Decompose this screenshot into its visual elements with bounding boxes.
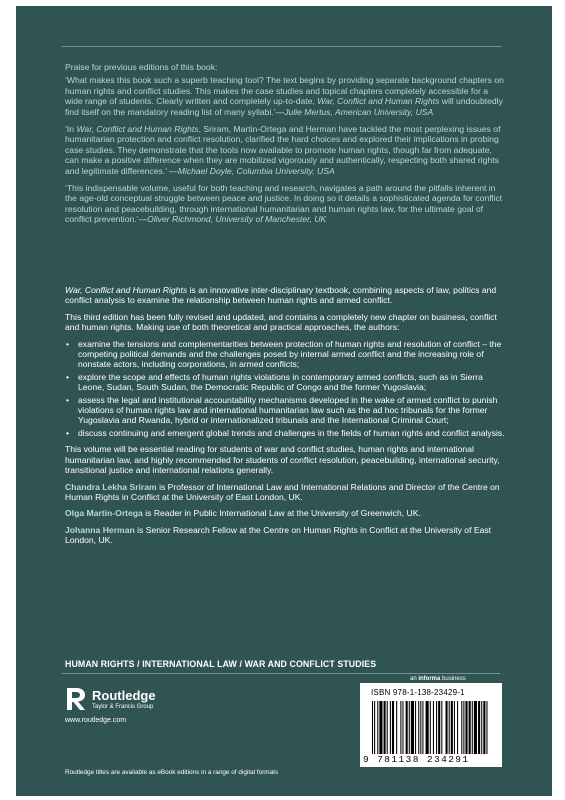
barcode-bar: [372, 701, 373, 754]
barcode-bar: [457, 701, 458, 754]
author-aims-list: [65, 339, 505, 439]
barcode-bar: [446, 701, 448, 754]
quote-attribution: —Julie Mertus, American University, USA: [275, 106, 434, 117]
praise-quote-1: ‘What makes this book such a superb teaching tool? The text begins by providing separate background chapters on human rights and conflict studies. This makes the case studies and topical chapters completely accessible for a wide range of students. Clearly written and completely up-to-date, War, Conflict and Human Rights will undoubtedly find itself on the mandatory reading list of many syllabi.’—Julie Mertus, American University, USA: [65, 75, 504, 117]
subject-category-line: HUMAN RIGHTS / INTERNATIONAL LAW / WAR AND CONFLICT STUDIES: [65, 659, 377, 669]
barcode-bar: [474, 701, 477, 754]
barcode-bar: [390, 701, 391, 754]
list-item: • examine the tensions and complementarities between protection of human rights and resolution of conflict – the competing political demands and the challenges posed by internal armed conflict and the increasing role of nonstate actors, including corporations, in armed conflicts;: [65, 339, 505, 370]
barcode-bar: [465, 701, 467, 754]
barcode-bar: [433, 701, 434, 754]
barcode-bar: [430, 701, 431, 754]
barcode-bar: [441, 701, 442, 754]
praise-quote-3: ‘This indispensable volume, useful for both teaching and research, navigates a path around the pitfalls inherent in the age-old conceptual struggle between peace and justice. In doing so it details a sophisticated agenda for conflict resolution and peacebuilding, through international humanitarian and human rights law, for the ultimate goal of conflict prevention.’—Oliver Richmond, University of Manchester, UK: [65, 183, 503, 225]
barcode-bar: [396, 701, 397, 754]
quote-attribution: —Michael Doyle, Columbia University, USA: [169, 165, 335, 176]
author-bio-1: Chandra Lekha Sriram is Professor of International Law and International Relations and Director of the Centre on Human Rights in Conflict at the University of East London, UK.: [65, 481, 500, 502]
barcode-bar: [387, 701, 388, 754]
audience-paragraph: This volume will be essential reading for students of war and conflict studies, human rights and international humanitarian law, and highly recommended for students of conflict resolution, peacebuilding, international security, transitional justice and international relations generally.: [65, 444, 500, 476]
barcode-bar: [483, 701, 485, 754]
quote-attribution: —Oliver Richmond, University of Manchester, UK: [138, 214, 327, 225]
book-description: [65, 285, 505, 552]
barcode-bar: [379, 701, 382, 754]
praise-quote-2: ‘In War, Conflict and Human Rights, Sriram, Martin-Ortega and Herman have tackled the most perplexing issues of humanitarian protection and conflict resolution, clarified the hard choices and explored their implications in probing case studies. They demonstrate that the tools now available to promote human rights, though far from adequate, can make a positive difference when they are mobilized vigorously and authentically, respecting both shared rights and legitimate differences.’ —Michael Doyle, Columbia University, USA: [65, 124, 501, 176]
list-item: • assess the legal and institutional accountability mechanisms developed in the wake of armed conflict to punish violations of human rights law and international humanitarian law such as the ad hoc tribunals for the former Yugoslavia and Rwanda, hybrid or internationalized tribunals and the International Criminal Court;: [65, 395, 505, 426]
routledge-logo-icon: [64, 686, 88, 712]
barcode-bar: [481, 701, 482, 754]
barcode-bar: [454, 701, 455, 754]
barcode-bar: [384, 701, 386, 754]
barcode-bar: [472, 701, 473, 754]
barcode-bar: [449, 701, 450, 754]
intro-paragraph: War, Conflict and Human Rights is an innovative inter-disciplinary textbook, combining aspects of law, politics and conflict analysis to examine the relationship between human rights and armed conflict.: [65, 285, 497, 306]
quote-book-title: War, Conflict and Human Rights: [76, 124, 199, 135]
barcode-bar: [436, 701, 437, 754]
publisher-url[interactable]: www.routledge.com: [65, 717, 127, 724]
barcode-bar: [418, 701, 419, 754]
praise-heading: Praise for previous editions of this book:: [65, 62, 218, 72]
barcode-bar: [400, 701, 401, 754]
barcode-bar: [461, 701, 462, 754]
edition-paragraph: This third edition has been fully revised and updated, and contains a completely new chapter on business, conflict and human rights. Making use of both theoretical and practical approaches, the authors:: [65, 311, 497, 333]
publisher-group: Taylor & Francis Group: [92, 704, 154, 710]
quote-book-title: War, Conflict and Human Rights: [317, 96, 440, 107]
barcode-panel: [360, 683, 502, 767]
barcode-bar: [406, 701, 408, 754]
informa-brand: informa: [418, 676, 441, 682]
barcode-bar: [422, 701, 423, 754]
publisher-name: Routledge: [92, 688, 156, 703]
barcode-bar: [377, 701, 378, 754]
barcode-icon: [364, 701, 498, 754]
barcode-digits: 9 781138 234291: [363, 754, 470, 765]
barcode-bar: [374, 701, 375, 754]
author-name: Johanna Herman: [65, 524, 135, 535]
author-bio-2: Olga Martin-Ortega is Reader in Public International Law at the University of Greenwich, UK.: [65, 508, 421, 519]
barcode-bar: [463, 701, 464, 754]
author-bio-3: Johanna Herman is Senior Research Fellow at the Centre on Human Rights in Conflict at the University of East London, UK.: [65, 524, 492, 546]
barcode-bar: [415, 701, 416, 754]
list-item: • discuss continuing and emergent global trends and challenges in the fields of human rights and conflict analysis.: [65, 428, 505, 438]
author-name: Chandra Lekha Sriram: [65, 481, 157, 492]
barcode-bar: [409, 701, 410, 754]
barcode-bar: [486, 701, 487, 754]
intro-book-title: War, Conflict and Human Rights: [65, 285, 188, 295]
bottom-divider: [62, 673, 500, 674]
barcode-bar: [478, 701, 480, 754]
top-divider: [62, 46, 502, 47]
ebook-note: Routledge titles are available as eBook editions in a range of digital formats: [65, 769, 279, 776]
barcode-bar: [469, 701, 471, 754]
barcode-bar: [392, 701, 394, 754]
informa-tagline: an informa business: [410, 676, 466, 682]
barcode-bar: [420, 701, 421, 754]
author-name: Olga Martin-Ortega: [65, 508, 143, 519]
praise-section: [65, 62, 505, 232]
list-item: • explore the scope and effects of human rights violations in contemporary armed conflicts, such as in Sierra Leone, Sudan, South Sudan, the Democratic Republic of Congo and the former Yugoslavia;: [65, 372, 505, 393]
barcode-bar: [411, 701, 414, 754]
barcode-bar: [451, 701, 453, 754]
barcode-bar: [438, 701, 440, 754]
isbn-text: ISBN 978-1-138-23429-1: [371, 688, 465, 697]
barcode-bar: [402, 701, 403, 754]
barcode-bar: [426, 701, 429, 754]
